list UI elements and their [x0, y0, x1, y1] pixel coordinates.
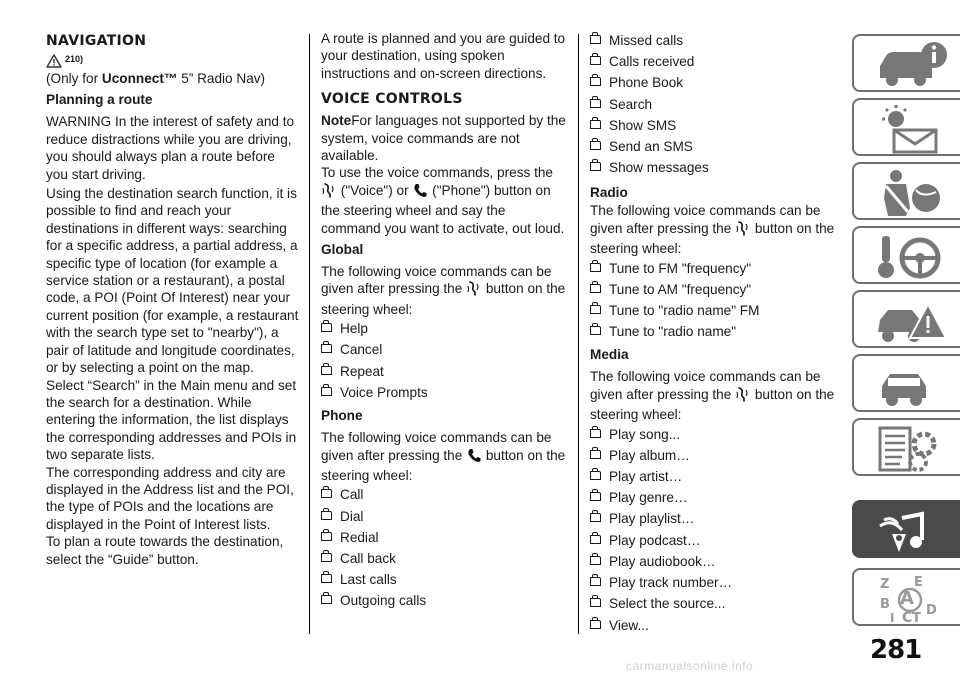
car-accident-icon: [872, 296, 954, 346]
bullet-icon: [590, 120, 601, 129]
column-navigation: [46, 30, 299, 572]
list-item: Tune to AM "frequency": [590, 279, 840, 300]
list-item: Missed calls: [590, 30, 840, 51]
svg-text:T: T: [912, 611, 921, 624]
languages-note: NoteFor languages not supported by the system, voice commands are not available.: [321, 113, 566, 164]
radio-intro: The following voice commands can be given after pressing the button on the steering wheel:: [590, 203, 835, 257]
bullet-icon: [590, 141, 601, 150]
bullet-icon: [590, 429, 601, 438]
bullet-icon: [590, 492, 601, 501]
car-maintenance-icon: [872, 360, 954, 410]
voice-button-icon: [736, 220, 750, 240]
list-item: Tune to FM "frequency": [590, 258, 840, 279]
bullet-icon: [590, 598, 601, 607]
phone-intro: The following voice commands can be given after pressing the button on the steering wheel:: [321, 430, 566, 483]
specs-gear-icon: [872, 424, 954, 474]
seatbelt-airbag-icon: [872, 168, 954, 218]
list-item: Show messages: [590, 157, 840, 178]
list-item: Cancel: [321, 339, 567, 360]
phone-button-icon: [467, 448, 481, 467]
bullet-icon: [321, 344, 332, 353]
media-subheading: Media: [590, 347, 629, 363]
list-item: Send an SMS: [590, 136, 840, 157]
key-steering-wheel-icon: [872, 232, 954, 282]
list-item: Play audiobook…: [590, 551, 840, 572]
list-item: Repeat: [321, 361, 567, 382]
bullet-icon: [590, 577, 601, 586]
usage-instructions: To use the voice commands, press the ("Voice") or ("Phone") button on the steering wheel and say the command you want to activate, out loud.: [321, 165, 565, 236]
tab-servicing-care[interactable]: [852, 354, 960, 412]
global-commands-list: [321, 318, 567, 403]
bullet-icon: [321, 511, 332, 520]
list-item: Dial: [321, 506, 567, 527]
list-item: Play podcast…: [590, 530, 840, 551]
bullet-icon: [590, 450, 601, 459]
list-item: Voice Prompts: [321, 382, 567, 403]
warning-triangle-icon: [46, 54, 62, 68]
list-item: Play playlist…: [590, 508, 840, 529]
media-intro: The following voice commands can be given after pressing the button on the steering wheel:: [590, 369, 835, 423]
bullet-icon: [590, 77, 601, 86]
list-item: Help: [321, 318, 567, 339]
note-label: Note: [321, 113, 352, 129]
bullet-icon: [321, 323, 332, 332]
list-item: Last calls: [321, 569, 567, 590]
bullet-icon: [321, 366, 332, 375]
list-item: Tune to "radio name": [590, 321, 840, 342]
car-info-icon: [872, 40, 954, 90]
watermark-text: carmanualsonline.info: [626, 659, 754, 673]
phone-subheading: Phone: [321, 408, 363, 424]
phone-commands-list: [321, 484, 567, 611]
column-divider: [578, 34, 579, 634]
tab-starting-driving[interactable]: [852, 226, 960, 284]
tab-index[interactable]: [852, 568, 960, 626]
voice-button-icon: [467, 280, 481, 300]
list-item: Play album…: [590, 445, 840, 466]
radio-commands-list: [590, 258, 840, 343]
list-item: Call back: [321, 548, 567, 569]
svg-text:C: C: [902, 610, 913, 624]
list-item: Show SMS: [590, 115, 840, 136]
media-commands-list: [590, 424, 840, 636]
list-item: Phone Book: [590, 72, 840, 93]
radio-subheading: Radio: [590, 185, 628, 201]
applicability-note: (Only for Uconnect™ 5” Radio Nav): [46, 71, 266, 86]
column-commands-continued: [590, 30, 840, 640]
list-item: Play genre…: [590, 487, 840, 508]
bullet-icon: [321, 489, 332, 498]
brand-name: Uconnect™: [101, 71, 178, 86]
list-item: View...: [590, 615, 840, 636]
phone-button-icon: [413, 183, 427, 202]
bullet-icon: [321, 532, 332, 541]
svg-text:E: E: [914, 575, 923, 590]
tab-safety[interactable]: [852, 162, 960, 220]
page-number: 281: [870, 635, 922, 665]
bullet-icon: [590, 326, 601, 335]
svg-text:I: I: [890, 611, 895, 624]
tab-technical-data[interactable]: [852, 418, 960, 476]
note-reference: [46, 52, 299, 68]
body-paragraph: Using the destination search function, it is possible to find and reach your destinations in different ways: searching for a specific address, a partial address, a specific type of location (for example a service station or a restaurant), a postal code, a POI (Point Of Interest) near your current position (for example, a restaurant with the search type set to "nearby"), a pair of latitude and longitude coordinates, or by selecting a point on the map.: [46, 186, 299, 376]
bullet-icon: [590, 284, 601, 293]
bullet-icon: [590, 162, 601, 171]
body-paragraph: Select “Search” in the Main menu and set the search for a destination. While entering the information, the list displays the corresponding addresses and POIs in two separate lists.: [46, 377, 297, 463]
multimedia-icon: [872, 506, 954, 556]
global-subheading: Global: [321, 242, 364, 258]
list-item: Search: [590, 94, 840, 115]
navigation-heading: NAVIGATION: [46, 33, 147, 49]
warning-lights-icon: [872, 104, 954, 154]
column-voice-controls: [321, 30, 567, 616]
list-item: Play song...: [590, 424, 840, 445]
bullet-icon: [590, 620, 601, 629]
list-item: Calls received: [590, 51, 840, 72]
route-guidance-text: A route is planned and you are guided to your destination, using spoken instructions and on-screen directions.: [321, 31, 566, 81]
bullet-icon: [590, 556, 601, 565]
svg-text:A: A: [900, 588, 914, 609]
global-intro: The following voice commands can be given after pressing the button on the steering wheel:: [321, 264, 566, 317]
alphabetical-index-icon: [872, 574, 954, 624]
svg-text:B: B: [880, 597, 890, 612]
bullet-icon: [590, 535, 601, 544]
planning-route-subheading: Planning a route: [46, 92, 153, 108]
voice-controls-heading: VOICE CONTROLS: [321, 91, 463, 108]
tab-emergency[interactable]: [852, 290, 960, 348]
list-item: Redial: [321, 527, 567, 548]
note-ref-number: 210): [65, 53, 84, 64]
column-divider: [309, 34, 310, 634]
svg-text:D: D: [926, 603, 937, 618]
bullet-icon: [590, 263, 601, 272]
bullet-icon: [590, 99, 601, 108]
phone-commands-list-continued: [590, 30, 840, 178]
list-item: Play track number…: [590, 572, 840, 593]
bullet-icon: [590, 56, 601, 65]
list-item: Select the source...: [590, 593, 840, 614]
bullet-icon: [590, 471, 601, 480]
list-item: Play artist…: [590, 466, 840, 487]
bullet-icon: [321, 387, 332, 396]
bullet-icon: [321, 574, 332, 583]
voice-button-icon: [736, 386, 750, 406]
bullet-icon: [590, 513, 601, 522]
svg-text:Z: Z: [880, 577, 890, 592]
list-item: Outgoing calls: [321, 590, 567, 611]
tab-dashboard[interactable]: [852, 98, 960, 156]
bullet-icon: [590, 305, 601, 314]
warning-paragraph: WARNING In the interest of safety and to reduce distractions while you are driving, you should always plan a route before you start driving.: [46, 114, 295, 182]
body-paragraph: To plan a route towards the destination, select the “Guide” button.: [46, 534, 284, 567]
tab-getting-to-know-car[interactable]: [852, 34, 960, 92]
list-item: Call: [321, 484, 567, 505]
bullet-icon: [321, 595, 332, 604]
bullet-icon: [590, 35, 601, 44]
tab-multimedia[interactable]: [852, 500, 960, 558]
bullet-icon: [321, 553, 332, 562]
list-item: Tune to "radio name" FM: [590, 300, 840, 321]
voice-button-icon: [322, 182, 336, 202]
body-paragraph: The corresponding address and city are displayed in the Address list and the POI, the type of POIs and the locations are displayed in the Point of Interest lists.: [46, 464, 294, 532]
